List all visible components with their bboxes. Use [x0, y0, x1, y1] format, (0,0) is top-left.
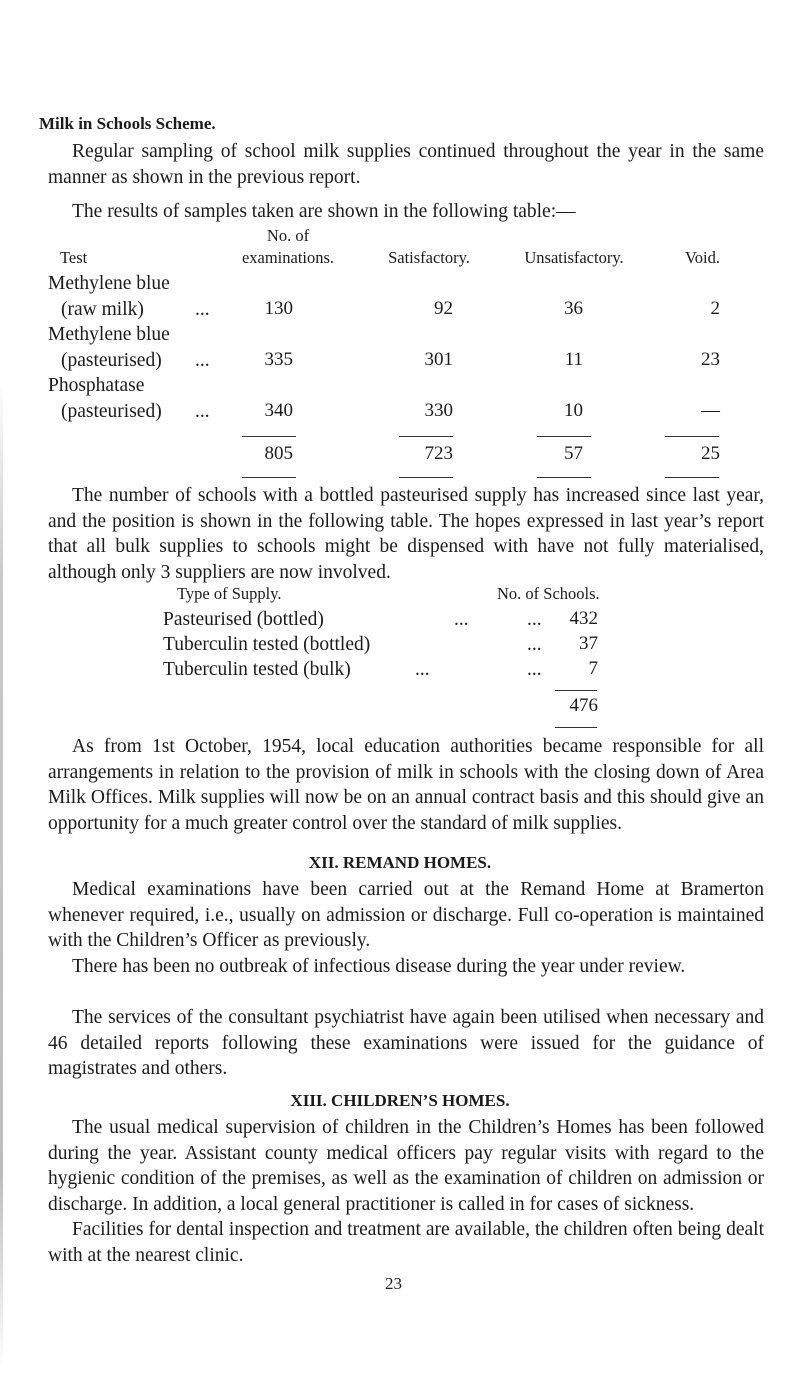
row1-exams: 130	[264, 298, 293, 319]
row3-void: —	[701, 400, 720, 421]
supply-total: 476	[569, 695, 598, 716]
unsatisfactory-rule-bottom	[537, 477, 591, 478]
total-satisfactory: 723	[424, 443, 453, 464]
childrens-paragraph-2: Facilities for dental inspection and treatment are available, the children often being dealt with at the nearest clinic.	[48, 1219, 764, 1266]
header-test: Test	[60, 248, 88, 267]
total-void: 25	[701, 443, 720, 464]
row3-exams: 340	[264, 400, 293, 421]
exams-rule-top	[242, 436, 296, 437]
row2-leader: ...	[195, 350, 210, 371]
supply-rule-top	[555, 690, 597, 691]
header-exams-line1: No. of	[266, 226, 310, 245]
milk-paragraph-3: The number of schools with a bottled pasteurised supply has increased since last year, and the position is shown in the following table. The hopes expressed in last year’s report that all bulk supplies to schools might be dispensed with have not fully materialised, although only 3 suppliers are now involved.	[48, 485, 764, 583]
remand-paragraph-2: There has been no outbreak of infectious disease during the year under review.	[72, 956, 686, 977]
row2-unsatisfactory: 11	[564, 349, 583, 370]
supply-row2-count: 37	[579, 633, 598, 654]
void-rule-bottom	[665, 477, 719, 478]
header-unsatisfactory: Unsatisfactory.	[524, 248, 624, 267]
remand-heading: XII. REMAND HOMES.	[308, 853, 492, 872]
header-type-of-supply: Type of Supply.	[177, 584, 282, 603]
row2-void: 23	[701, 349, 720, 370]
row3-satisfactory: 330	[424, 400, 453, 421]
row2-satisfactory: 301	[424, 349, 453, 370]
remand-paragraph-3: The services of the consultant psychiatrist have again been utilised when necessary and 46 detailed reports following these examinations were issued for the guidance of magistrates and others.	[48, 1007, 764, 1079]
satisfactory-rule-bottom	[399, 477, 453, 478]
header-satisfactory: Satisfactory.	[388, 248, 470, 267]
row1-unsatisfactory: 36	[564, 298, 583, 319]
supply-row3-count: 7	[588, 658, 598, 679]
remand-paragraph-1: Medical examinations have been carried out at the Remand Home at Bramerton whenever required, i.e., usually on admission or discharge. Full co-operation is maintained with the Children’s Officer as previously.	[48, 879, 764, 951]
milk-paragraph-1: Regular sampling of school milk supplies continued throughout the year in the same manner as shown in the previous report.	[48, 141, 764, 188]
supply-row1-count: 432	[569, 608, 598, 629]
exams-rule-bottom	[242, 477, 296, 478]
row3-test-line1: Phosphatase	[48, 375, 145, 396]
unsatisfactory-rule-top	[537, 436, 591, 437]
milk-paragraph-2: The results of samples taken are shown in the following table:—	[72, 201, 576, 222]
header-exams-line2: examinations.	[241, 248, 335, 267]
supply-row3-leader: ...	[415, 659, 430, 680]
supply-rule-bottom	[555, 727, 597, 728]
row2-test-line1: Methylene blue	[48, 324, 170, 345]
satisfactory-rule-top	[399, 436, 453, 437]
supply-row1-type: Pasteurised (bottled)	[163, 609, 324, 630]
void-rule-top	[665, 436, 719, 437]
row1-satisfactory: 92	[434, 298, 453, 319]
milk-heading: Milk in Schools Scheme.	[39, 114, 216, 133]
row1-test-line2: (raw milk)	[61, 299, 144, 320]
supply-row3-type: Tuberculin tested (bulk)	[163, 659, 351, 680]
row3-test-line2: (pasteurised)	[61, 401, 162, 422]
supply-row2-leader2: ...	[527, 634, 542, 655]
page-number: 23	[385, 1274, 402, 1293]
childrens-heading: XIII. CHILDREN’S HOMES.	[290, 1091, 510, 1110]
supply-row1-leader2: ...	[527, 609, 542, 630]
row1-test-line1: Methylene blue	[48, 273, 170, 294]
supply-row2-type: Tuberculin tested (bottled)	[163, 634, 371, 655]
row3-leader: ...	[195, 401, 210, 422]
total-unsatisfactory: 57	[564, 443, 583, 464]
total-exams: 805	[264, 443, 293, 464]
row2-exams: 335	[264, 349, 293, 370]
supply-row1-leader: ...	[454, 609, 469, 630]
row1-void: 2	[710, 298, 720, 319]
row3-unsatisfactory: 10	[564, 400, 583, 421]
row1-leader: ...	[195, 299, 210, 320]
milk-paragraph-4: As from 1st October, 1954, local education authorities became responsible for all arrangements in relation to the provision of milk in schools with the closing down of Area Milk Offices. Milk supplies will now be on an annual contract basis and this should give an opportunity for a much greater control over the standard of milk supplies.	[48, 736, 764, 834]
supply-row3-leader2: ...	[527, 659, 542, 680]
page-edge-shadow	[0, 380, 3, 1370]
header-void: Void.	[685, 248, 720, 267]
header-number-of-schools: No. of Schools.	[497, 584, 600, 603]
row2-test-line2: (pasteurised)	[61, 350, 162, 371]
childrens-paragraph-1: The usual medical supervision of children in the Children’s Homes has been followed during the year. Assistant county medical officers pay regular visits with regard to the hygienic condition of the premises, as well as the examination of children on admission or discharge. In addition, a local general practitioner is called in for cases of sickness.	[48, 1117, 764, 1215]
